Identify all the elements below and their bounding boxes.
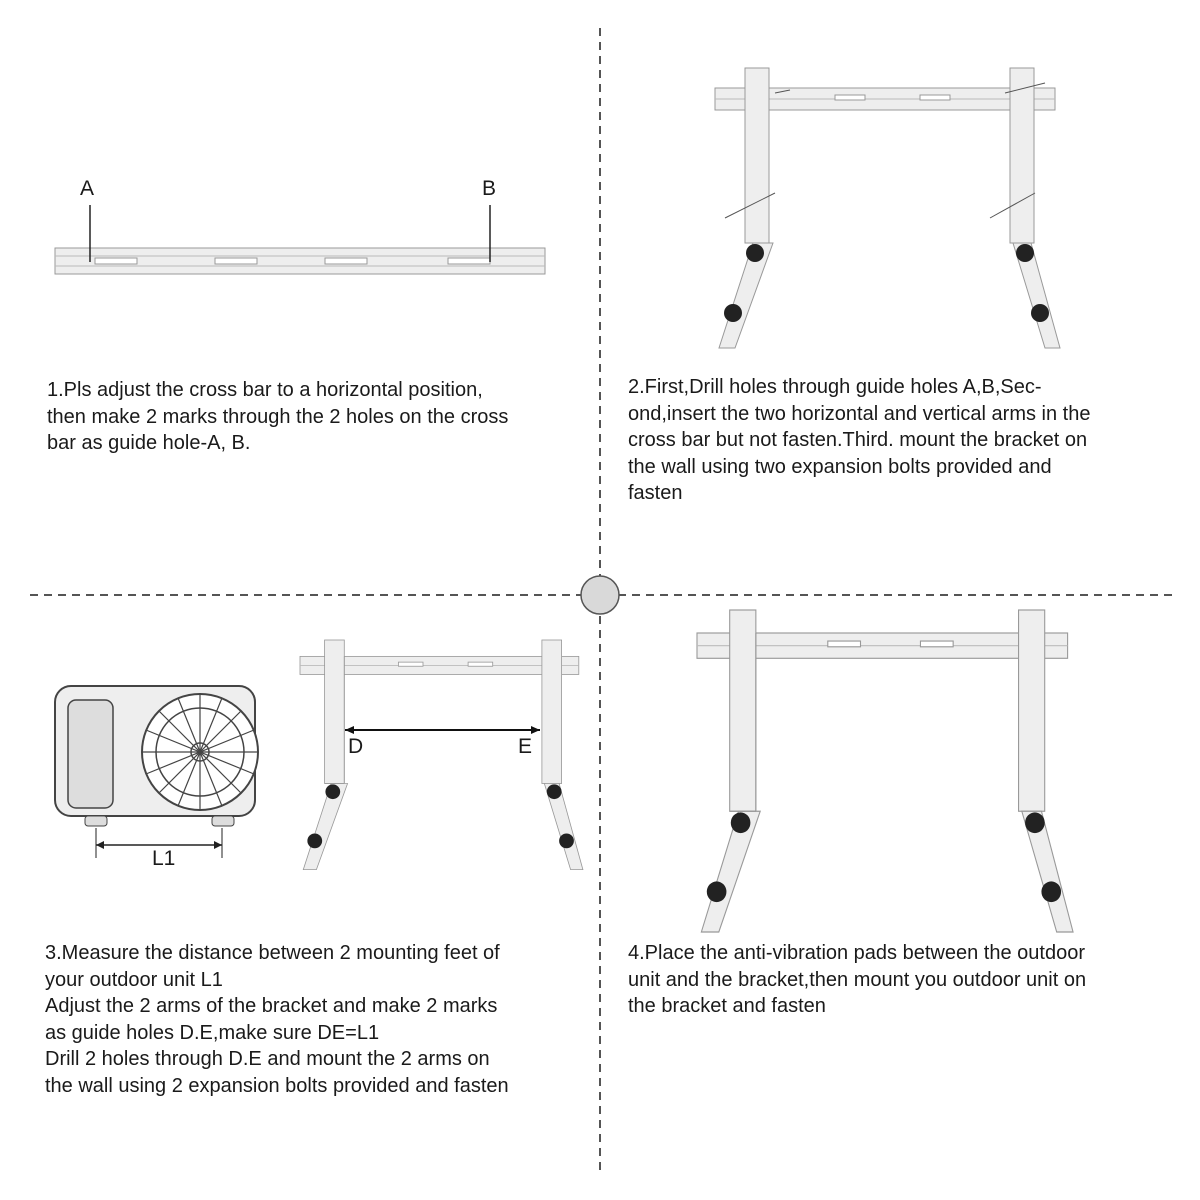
step-3-text (45, 940, 509, 1099)
step-line: 2.First,Drill holes through guide holes A,B,Sec- (628, 376, 1042, 398)
step-line: Drill 2 holes through D.E and mount the 2 arms on (45, 1048, 490, 1070)
bracket-measurement-illustration (300, 640, 583, 870)
step-line: cross bar but not fasten.Third. mount the bracket on (628, 429, 1088, 451)
center-circle (581, 576, 619, 614)
cross-bar-illustration (55, 205, 545, 274)
step-line: as guide holes D.E,make sure DE=L1 (45, 1021, 380, 1044)
step-line: the bracket and fasten (628, 995, 826, 1017)
guide-hole-e-label: E (518, 735, 533, 758)
step-line: bar as guide hole-A, B. (47, 432, 251, 454)
mounted-bracket-illustration (697, 610, 1073, 932)
step-line: fasten (628, 482, 683, 504)
step-line: the wall using 2 expansion bolts provided and fasten (45, 1074, 509, 1097)
step-line: 3.Measure the distance between 2 mounting feet of (45, 942, 500, 964)
step-line: the wall using two expansion bolts provided and (628, 455, 1052, 478)
step-line: ond,insert the two horizontal and vertical arms in the (628, 402, 1091, 425)
step-1-text (47, 377, 508, 457)
step-line: Adjust the 2 arms of the bracket and make 2 marks (45, 995, 498, 1017)
l1-label: L1 (152, 847, 176, 870)
de-dimension-line (345, 726, 540, 734)
step-line: your outdoor unit L1 (45, 968, 223, 991)
step-line: 4.Place the anti-vibration pads between the outdoor (628, 942, 1085, 964)
guide-hole-d-label: D (348, 735, 364, 758)
bracket-with-bolts-illustration (715, 68, 1060, 348)
step-line: unit and the bracket,then mount you outdoor unit on (628, 968, 1087, 991)
guide-hole-a-label: A (80, 177, 95, 200)
guide-hole-b-label: B (482, 177, 497, 200)
step-4-text (628, 940, 1086, 1020)
step-line: then make 2 marks through the 2 holes on the cross (47, 405, 509, 428)
step-2-text (628, 374, 1090, 507)
outdoor-unit-illustration (55, 686, 258, 858)
step-line: 1.Pls adjust the cross bar to a horizontal position, (47, 379, 483, 401)
